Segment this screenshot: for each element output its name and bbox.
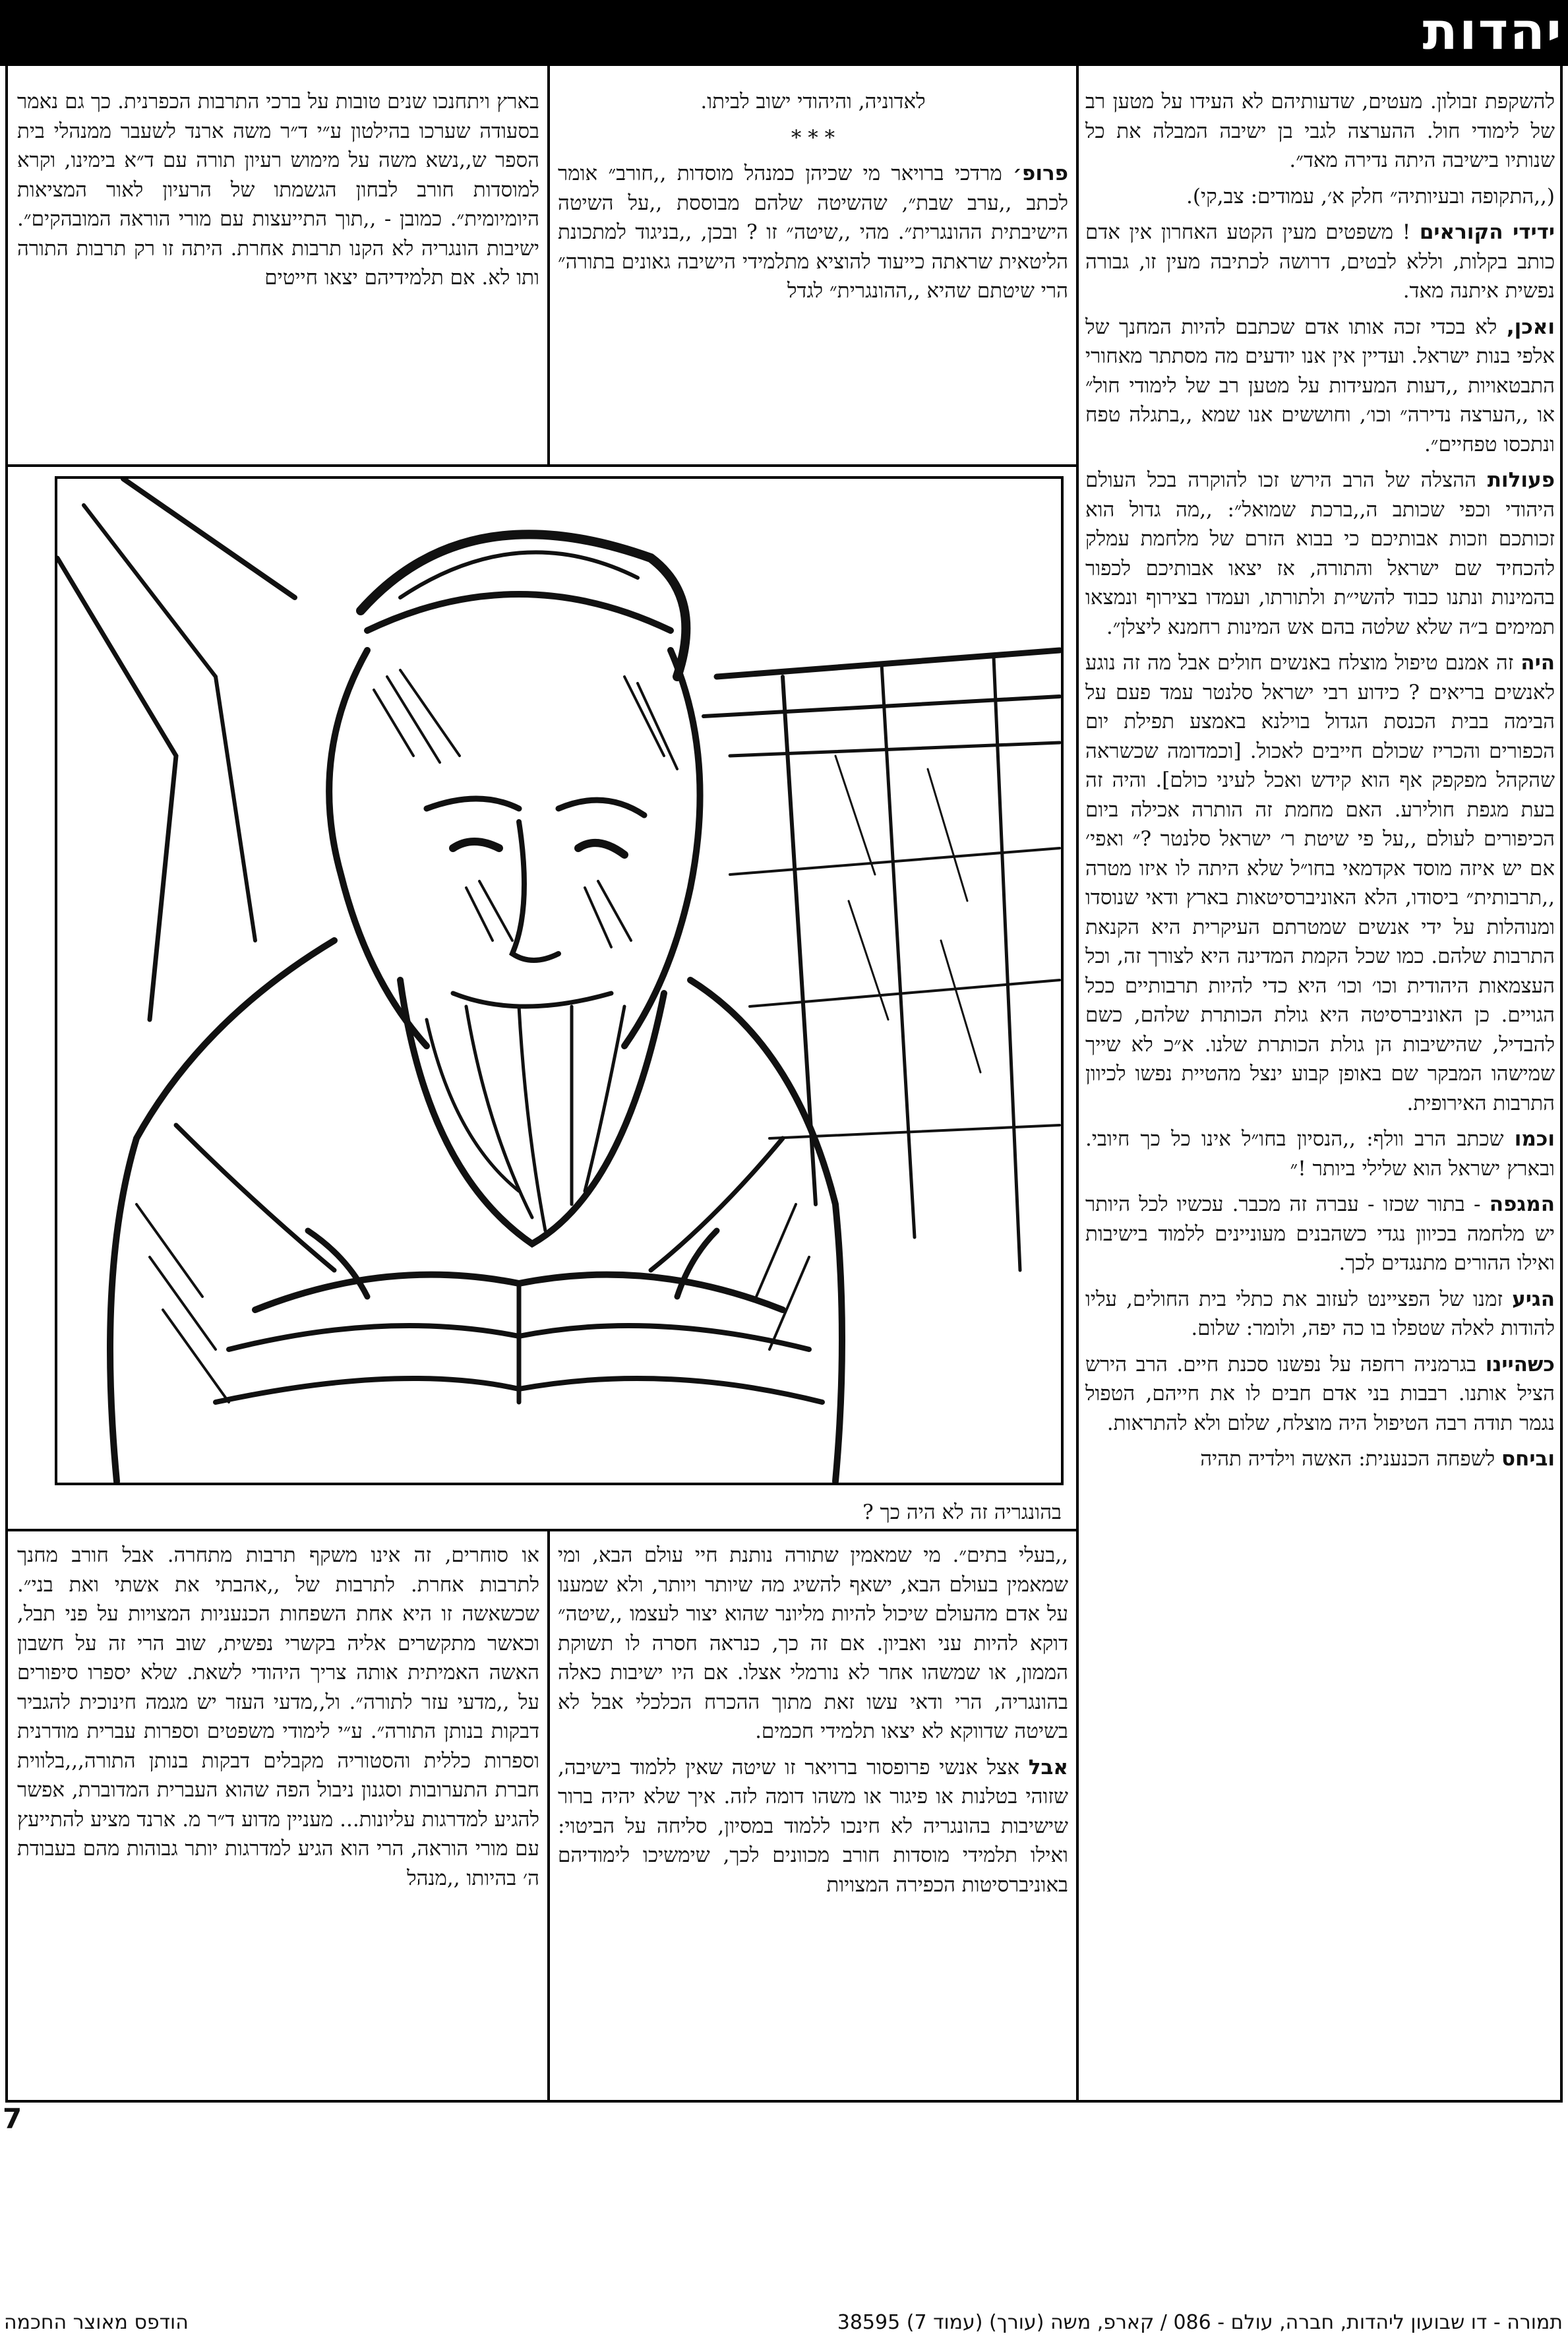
paragraph-lead-word: פרופ׳ [1013,162,1068,185]
article-paragraph [1085,182,1555,212]
paragraph-text: זה אמנם טיפול מוצלח באנשים חולים אבל מה זה נוגע לאנשים בריאים ? כידוע רבי ישראל סלנטר עמד פעם על הבימה בבית הכנסת הגדול בוילנא באמצע תפילת יום הכפורים והכריז שכולם חייבים לאכול. [וכמדומה שכשראה שהקהל מפקפק אף הוא קידש ואכל לעיני כולם]. והיה זה בעת מגפת חולירע. האם מחמת זה הותרה אכילה ביום הכיפורים לעולם ,,על פי שיטת ר׳ ישראל סלנטר ?״ ואפי׳ אם יש איזה מוסד אקדמאי בחו״ל שלא היתה לו איזו מטרה ,,תרבותית״ ביסודו, הלא האוניברסיטאות בארץ ודאי שנוסדו ומנוהלות על ידי אנשים שמטרתם העיקרית היא הקנאת התרבות שלהם. כמו שכל הקמת המדינה היא לצורך זה, וכל העצמאות היהודית וכו׳ וכו׳ היא כדי להיות תרבותיים ככל הגויים. כן האוניברסיטה היא גולת הכותרת שלהם, כשם להבדיל, שהישיבות הן גולת הכותרת שלנו. א״כ לא שייך שמישהו המבקר שם באופן קבוע ינצל מהטיית נפשו לכיוון התרבות האירופית. [1085,651,1555,1115]
article-paragraph [1085,1190,1555,1278]
article-paragraph [1085,1444,1555,1474]
paragraph-text: לשפחה הכנענית: האשה וילדיה תהיה [1200,1447,1495,1471]
left-bottom-article-column [17,1541,539,2099]
article-paragraph [17,87,539,293]
paragraph-lead-word: אבל [1028,1755,1068,1779]
paragraph-lead-word: היה [1521,651,1555,675]
illustration-caption: בהונגריה זה לא היה כך ? [862,1500,1062,1524]
right-frame-rule [1560,63,1563,2101]
paragraph-text: לא בכדי זכה אותו אדם שכתבם להיות המחנך של אלפי בנות ישראל. ועדיין אין אנו יודעים מה מסתתר מאחורי התבטאויות ,,דעות המעידות על מטען רב של לימודי חול״ או ,,הערצה נדירה״ וכו׳, וחוששים אנו שמא ,,בתגלה טפח ונתכסו טפחיים״. [1085,315,1555,456]
article-paragraph [558,1753,1068,1900]
paragraph-text: או סוחרים, זה אינו משקף תרבות מתחרה. אבל חורב מחנך לתרבות אחרת. לתרבות של ,,אהבתי את אשתי ואת בני״. שכשאשה זו היא אחת השפחות הכנעניות המצויות על פני תבל, וכאשר מתקשרים אליה בקשרי נפשית, שוב הרי זה על חשבון האשה האמיתית אותה צריך היהודי לשאת. שלא יספרו סיפורים על ,,מדעי עזר לתורה״. ול,,מדעי העזר יש מגמה חינוכית להגביר דבקות בנותן התורה״. ע״י לימודי משפטים וספרות עברית מודרנית וספרות כללית והסטוריה מקבלים דבקות בנותן התורה,,,בלווית חברת התערובות וסגנון ניבול הפה שהוא העברית המדוברת, אפשר להגיע למדרגות עליונות... מעניין מדוע ד״ר מ. ארנד מציע להתייעץ עם מורי הוראה, הרי הוא הגיע למדרגות יותר גבוהות מהם בעבודת ה׳ בהיותו ,,מנהל [17,1543,539,1890]
column-rule-top-middle [547,63,550,466]
article-paragraph [1085,648,1555,1118]
article-paragraph [1085,1285,1555,1343]
caption-bottom-rule [5,1529,1077,1531]
paragraph-text: שכתב הרב וולף: ,,הנסיון בחו״ל אינו כל כך חיובי. ובארץ ישראל הוא שלילי ביותר !״ [1085,1127,1555,1181]
paragraph-text: (,,התקופה ובעיותיה״ חלק א׳, עמודים: צב,קי). [1186,184,1555,208]
column-rule-right [1076,63,1079,2101]
left-frame-rule [5,63,8,2101]
article-paragraph [1085,1124,1555,1183]
left-top-article-column [17,87,539,462]
column-opening-line: לאדוניה, והיהודי ישוב לביתו. [700,90,926,113]
article-paragraph [558,1541,1068,1746]
article-paragraph [1085,87,1555,175]
paragraph-text: - בתור שכזו - עברה זה מכבר. עכשיו לכל היותר יש מלחמה בכיוון נגדי כשהבנים מעוניינים ללמוד בישיבות ואילו ההורים מתנגדים לכך. [1085,1192,1555,1275]
paragraph-text: אצל אנשי פרופסור ברויאר זו שיטה שאין ללמוד בישיבה, שזוהי בטלנות או פיגור או משהו דומה לזה. איך שלא יהיה ברור שישיבות בהונגריה לא חינכו ללמוד במסיון, סליחה על הביטוי: ואילו תלמידי מוסדות חורב מכוונים לכך, שימשיכו לימודיהם באוניברסיטות הכפירה המצויות [558,1755,1068,1897]
article-paragraph [1085,466,1555,642]
article-paragraph [1085,218,1555,306]
paragraph-text: מרדכי ברויאר מי שכיהן כמנהל מוסדות ,,חורב״ אומר לכתב ,,ערב שבת״, שהשיטה שלהם מבוססת ,,על השיטה הישיבתית ההונגרית״. מהי ,,שיטה״ זו ? ובכן, ,,בניגוד למתכונת הליטאית שראתה כייעוד להוציא מתלמידי הישיבה גאונים בתורה״ הרי שיטתם שהיא ,,ההונגרית״ לגדל [558,162,1068,303]
footer-citation: תמורה - דו שבועון ליהדות, חברה, עולם - 086 / קארפ, משה (עורך) (עמוד 7) 38595 [837,2311,1563,2334]
section-header-bar [0,0,1568,66]
paragraph-text: זמנו של הפציינט לעזוב את כתלי בית החולים, עליו להודות לאלה שטפלו בו כה יפה, ולומר: שלום. [1085,1287,1555,1340]
paragraph-lead-word: המגפה [1489,1192,1555,1216]
paragraph-lead-word: וביחס [1501,1447,1555,1471]
paragraph-lead-word: פעולות [1487,468,1555,492]
paragraph-text: להשקפת זבולון. מעטים, שדעותיהם לא העידו על מטען רב של לימודי חול. ההערצה לגבי בן ישיבה המבלה את כל שנותיו בישיבה היתה נדירה מאד״. [1085,90,1555,172]
ink-sketch-svg [57,479,1061,1483]
rabbi-portrait-illustration [55,476,1064,1485]
footer-printed-by: הודפס מאוצר החכמה [4,2311,189,2334]
paragraph-text: ,,בעלי בתים״. מי שמאמין שתורה נותנת חיי עולם הבא, ומי שמאמין בעולם הבא, ישאף להשיג מה שיותר ויותר, ולא שמענו על אדם מהעולם שיכול להיות מליונר שהוא יצור לעצמו ,,שיטה״ דוקא להיות עני ואביון. אם זה כך, כנראה חסרה לו תשוקת הממון, או שמשהו אחר לא נורמלי אצלו. אם היו ישיבות כאלה בהונגריה, הרי ודאי עשו זאת מתוך ההכרח הכלכלי אבל לא בשיטה שדווקא לא יצאו תלמידי חכמים. [558,1543,1068,1743]
paragraph-lead-word: הגיע [1512,1287,1555,1311]
footer-bar [0,2308,1568,2337]
section-divider-stars: * * * [791,125,835,150]
column-rule-bottom-middle [547,1530,550,2101]
paragraph-text: בגרמניה רחפה על נפשנו סכנת חיים. הרב הירש הציל אותנו. רבבות בני אדם חבים לו את חייהם, הטפול נגמר תודה רבה הטיפול היה מוצלח, שלום ולא להתראות. [1085,1352,1555,1435]
paragraph-lead-word: ידידי הקוראים [1419,220,1555,244]
article-paragraph [1085,1350,1555,1438]
article-paragraph [1085,313,1555,460]
section-title: יהדות [1422,2,1563,61]
paragraph-lead-word: כשהיינו [1485,1352,1555,1376]
right-article-column [1085,87,1555,2099]
top-block-bottom-rule [5,464,1077,467]
middle-bottom-article-column [558,1541,1068,2099]
article-paragraph [558,159,1068,306]
bottom-frame-rule [5,2100,1563,2103]
paragraph-lead-word: וכמו [1514,1127,1555,1151]
paragraph-text: ! משפטים מעין הקטע האחרון אין אדם כותב בקלות, וללא לבטים, דרושה לכתיבה מעין זו, גבורה נפשית איתנה מאד. [1085,220,1555,303]
paragraph-text: ההצלה של הרב הירש זכו להוקרה בכל העולם היהודי וכפי שכותב ה,,ברכת שמואל״: ,,מה גדול הוא זכותכם וזכות אבותיכם כי בבוא הזרם של מלחמת עמלק להכחיד שם ישראל והתורה, אז יצאו אבותיכם לכפור בהמינות ונתנו כבוד להשי״ת ולתורתו, ועמדו בצירוף ונמצאו תמימים ב״ה שלא שלטה בהם אש המינות רחמנא ליצלן״. [1085,468,1555,639]
paragraph-lead-word: ואכן, [1506,315,1555,339]
article-paragraph [17,1541,539,1893]
middle-top-article-column [558,87,1068,462]
page-number: 7 [3,2103,22,2135]
paragraph-text: בארץ ויתחנכו שנים טובות על ברכי התרבות הכפרנית. כך גם נאמר בסעודה שערכו בהילטון ע״י ד״ר משה ארנד לשעבר ממנהלי בית הספר ש,,נשא משה על מימוש רעיון תורה עם ד״א בימינו, וקרא למוסדות חורב לבחון הגשמתו של הרעיון לאור המציאות היומיומית״. כמובן - ,,תוך התייעצות עם מורי הוראה המובהקים״. ישיבות הונגריה לא הקנו תרבות אחרת. היתה זו רק תרבות התורה ותו לא. אם תלמידיהם יצאו חייטים [17,90,539,290]
